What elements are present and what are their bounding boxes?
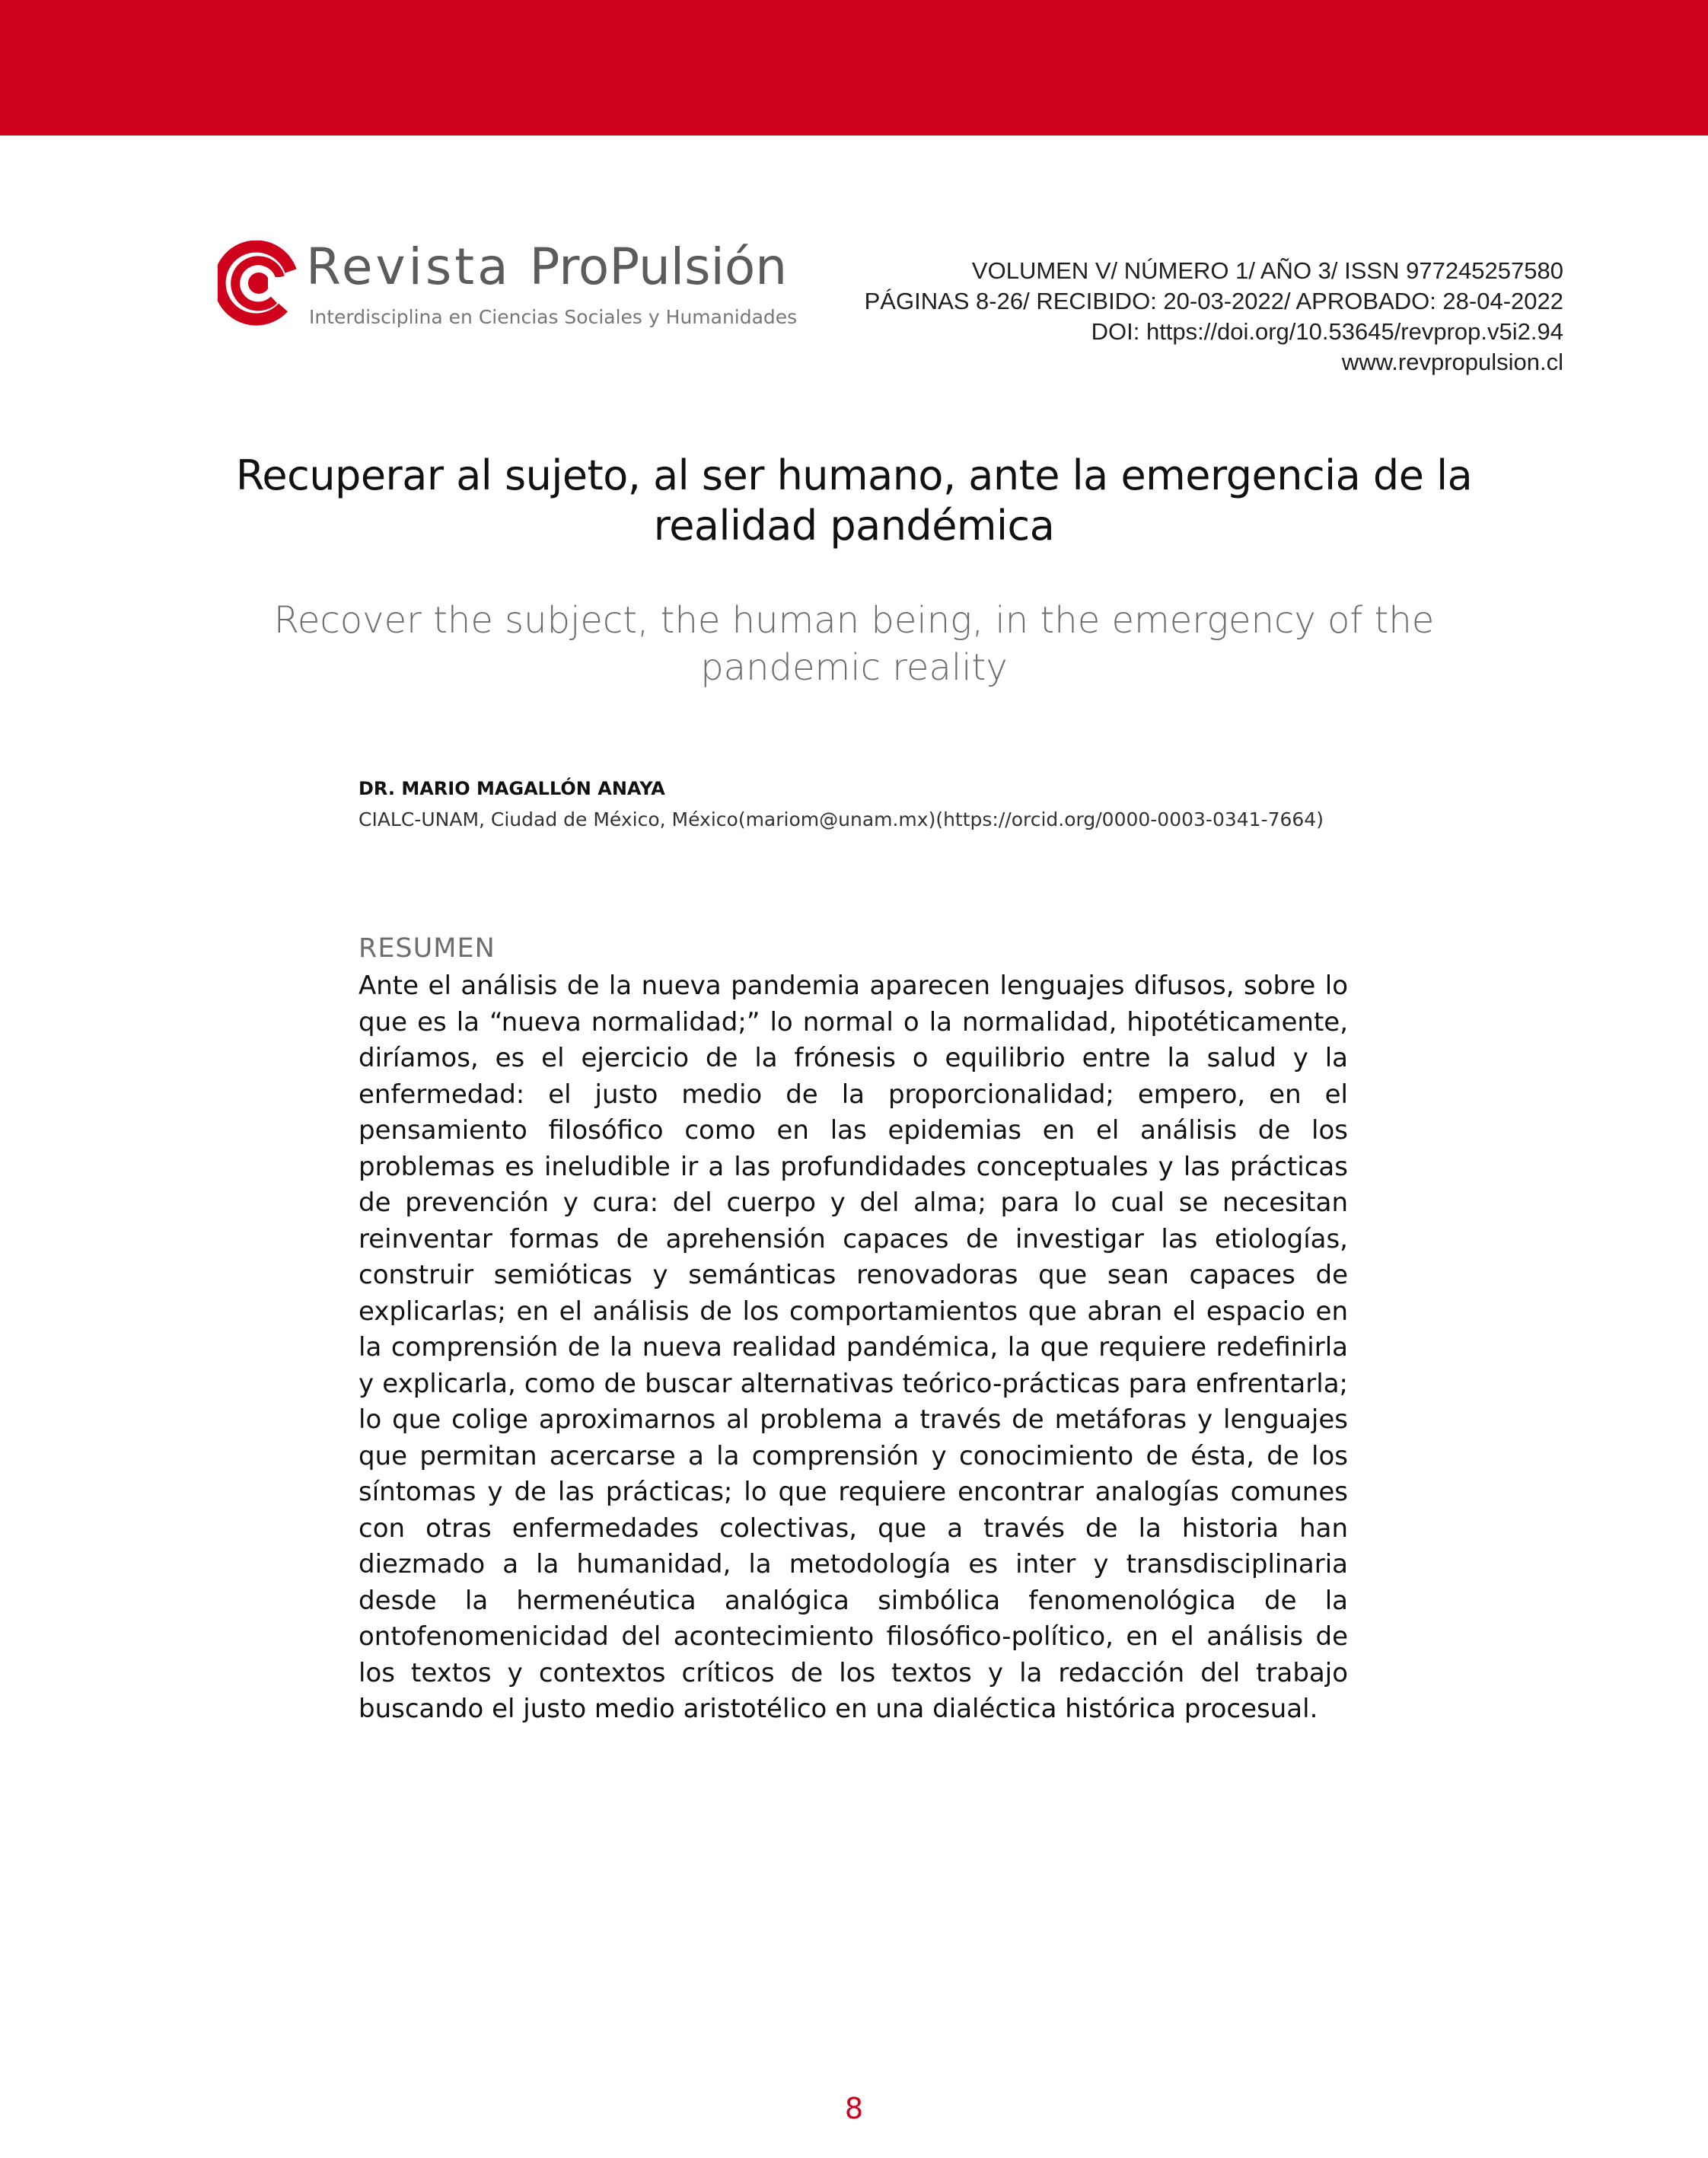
abstract-heading: RESUMEN bbox=[358, 933, 496, 964]
logo-tagline: Interdisciplina en Ciencias Sociales y Humanidades bbox=[309, 306, 798, 328]
article-subtitle: Recover the subject, the human being, in the emergency of the pandemic reality bbox=[273, 599, 1435, 689]
meta-volume-line: VOLUMEN V/ NÚMERO 1/ AÑO 3/ ISSN 977245257580 bbox=[971, 257, 1563, 284]
page-number: 8 bbox=[844, 2092, 864, 2125]
abstract-body: Ante el análisis de la nueva pandemia aparecen lenguajes difusos, sobre lo que es la “nueva normalidad;” lo normal o la normalidad, hipotéticamente, diríamos, es el ejercicio de la frónesis o equilibrio entre la salud y la enfermedad: el justo medio de la proporcionalidad; empero, en el pensamiento filosófico como en las epidemias en el análisis de los problemas es ineludible ir a las profundidades conceptuales y las prácticas de prevención y cura: del cuerpo y del alma; para lo cual se necesitan reinventar formas de aprehensión capaces de investigar las etiologías, construir semióticas y semánticas renovadoras que sean capaces de explicarlas; en el análisis de los comportamientos que abran el espacio en la comprensión de la nueva realidad pandémica, la que requiere redefinirla y explicarla, como de buscar alternativas teórico-prácticas para enfrentarla; lo que colige aproximarnos al problema a través de metáforas y lenguajes que permitan acercarse a la comprensión y conocimiento de ésta, de los síntomas y de las prácticas; lo que requiere encontrar analogías comunes con otras enfermedades colectivas, que a través de la historia han diezmado a la humanidad, la metodología es inter y transdisciplinaria desde la hermenéutica analógica simbólica fenomenológica de la ontofenomenicidad del acontecimiento filosófico-político, en el análisis de los textos y contextos críticos de los textos y la redacción del trabajo buscando el justo medio aristotélico en una dialéctica histórica procesual. bbox=[358, 971, 1348, 1724]
author-name: DR. MARIO MAGALLÓN ANAYA bbox=[358, 778, 665, 799]
author-affiliation: CIALC-UNAM, Ciudad de México, México(mariom@unam.mx)(https://orcid.org/0000-0003-0341-7664) bbox=[358, 808, 1324, 830]
journal-logo bbox=[218, 237, 819, 332]
article-title: Recuperar al sujeto, al ser humano, ante la emergencia de la realidad pandémica bbox=[235, 451, 1473, 550]
logo-wordmark bbox=[306, 237, 788, 296]
meta-doi-line[interactable]: DOI: https://doi.org/10.53645/revprop.v5i2.94 bbox=[1091, 318, 1563, 345]
meta-pages-line: PÁGINAS 8-26/ RECIBIDO: 20-03-2022/ APROBADO: 28-04-2022 bbox=[864, 288, 1563, 314]
publication-metadata bbox=[865, 256, 1563, 378]
top-red-band bbox=[0, 0, 1708, 135]
logo-word-propulsion: ProPulsión bbox=[529, 237, 788, 296]
logo-mark-icon bbox=[218, 241, 297, 326]
logo-word-revista: Revista bbox=[306, 237, 511, 296]
meta-website-line[interactable]: www.revpropulsion.cl bbox=[1341, 349, 1563, 375]
